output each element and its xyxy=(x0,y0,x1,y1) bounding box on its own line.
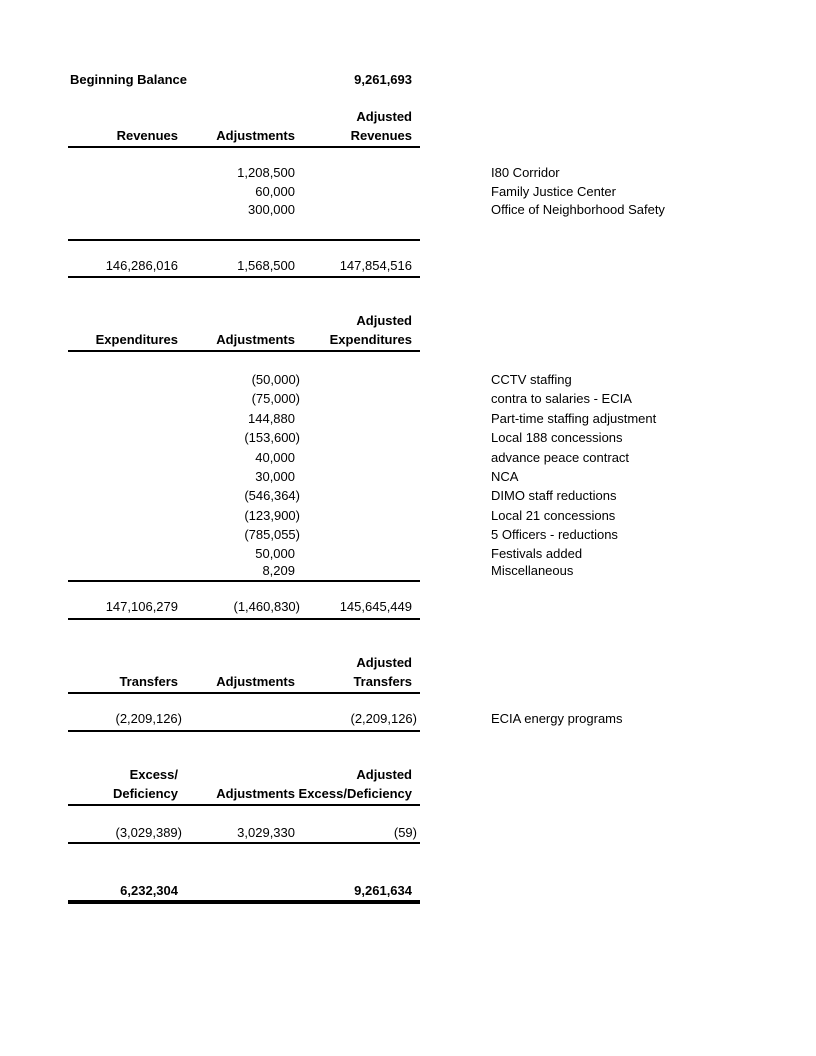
expenditure-adjustment: (785,055) xyxy=(244,527,300,542)
revenue-adjustment: 300,000 xyxy=(248,202,295,217)
excess-adjustment: 3,029,330 xyxy=(237,825,295,840)
excess-base: (3,029,389) xyxy=(115,825,182,840)
excess-header-adjusted: Adjusted xyxy=(356,767,412,782)
revenue-note: Office of Neighborhood Safety xyxy=(491,202,665,217)
beginning-balance-label: Beginning Balance xyxy=(70,72,188,87)
expenditures-header-adjustments: Adjustments xyxy=(216,332,295,347)
expenditures-header-adjusted-expenditures: Expenditures xyxy=(329,332,412,347)
expenditures-header: Expenditures xyxy=(95,332,178,347)
expenditure-adjustment: (153,600) xyxy=(244,430,300,445)
revenue-note: I80 Corridor xyxy=(491,165,560,180)
divider xyxy=(68,804,420,806)
double-underline xyxy=(68,900,420,904)
revenue-adjustment: 60,000 xyxy=(255,184,295,199)
expenditure-note: Festivals added xyxy=(491,546,583,561)
revenues-total-base: 146,286,016 xyxy=(105,258,178,273)
transfers-header-adjustments: Adjustments xyxy=(216,674,295,689)
expenditure-note: CCTV staffing xyxy=(491,372,572,387)
expenditure-adjustment: (546,364) xyxy=(244,488,300,503)
ending-base: 6,232,304 xyxy=(120,883,178,898)
transfers-header: Transfers xyxy=(119,674,178,689)
revenues-total-adjustment: 1,568,500 xyxy=(237,258,295,273)
expenditure-note: Local 188 concessions xyxy=(491,430,623,445)
divider xyxy=(68,730,420,732)
expenditure-adjustment: 30,000 xyxy=(255,469,295,484)
excess-header-adjusted-excess: Excess/Deficiency xyxy=(298,786,412,801)
revenues-header-adjusted-revenues: Revenues xyxy=(350,128,412,143)
expenditure-adjustment: (75,000) xyxy=(251,391,300,406)
revenue-note: Family Justice Center xyxy=(491,184,616,199)
expenditure-adjustment: 50,000 xyxy=(255,546,295,561)
expenditure-note: advance peace contract xyxy=(491,450,630,465)
expenditure-adjustment: (50,000) xyxy=(251,372,300,387)
expenditure-note: NCA xyxy=(491,469,519,484)
excess-header-line2: Deficiency xyxy=(112,786,178,801)
divider xyxy=(68,276,420,278)
divider xyxy=(68,146,420,148)
transfers-adjusted: (2,209,126) xyxy=(350,711,417,726)
beginning-balance-value: 9,261,693 xyxy=(354,72,412,87)
excess-header-line1: Excess/ xyxy=(129,767,178,782)
divider xyxy=(68,618,420,620)
expenditures-total-adjusted: 145,645,449 xyxy=(339,599,412,614)
transfers-base: (2,209,126) xyxy=(115,711,182,726)
expenditure-note: Miscellaneous xyxy=(491,563,574,578)
expenditure-adjustment: 8,209 xyxy=(262,563,295,578)
transfers-header-adjusted-transfers: Transfers xyxy=(353,674,412,689)
expenditures-total-base: 147,106,279 xyxy=(105,599,178,614)
divider xyxy=(68,580,420,582)
divider xyxy=(68,692,420,694)
expenditure-adjustment: 40,000 xyxy=(255,450,295,465)
divider xyxy=(68,239,420,241)
revenues-header: Revenues xyxy=(116,128,178,143)
expenditure-note: DIMO staff reductions xyxy=(491,488,617,503)
expenditure-note: Local 21 concessions xyxy=(491,508,616,523)
excess-header-adjustments: Adjustments xyxy=(216,786,295,801)
divider xyxy=(68,350,420,352)
expenditure-note: Part-time staffing adjustment xyxy=(491,411,657,426)
revenues-header-adjusted: Adjusted xyxy=(356,109,412,124)
transfers-header-adjusted: Adjusted xyxy=(356,655,412,670)
revenue-adjustment: 1,208,500 xyxy=(237,165,295,180)
revenues-total-adjusted: 147,854,516 xyxy=(339,258,412,273)
expenditure-adjustment: 144,880 xyxy=(248,411,295,426)
revenues-header-adjustments: Adjustments xyxy=(216,128,295,143)
divider xyxy=(68,842,420,844)
excess-adjusted: (59) xyxy=(393,825,417,840)
expenditure-note: contra to salaries - ECIA xyxy=(491,391,632,406)
transfers-note: ECIA energy programs xyxy=(491,711,623,726)
expenditure-adjustment: (123,900) xyxy=(244,508,300,523)
expenditures-total-adjustment: (1,460,830) xyxy=(233,599,300,614)
ending-adjusted: 9,261,634 xyxy=(354,883,412,898)
expenditures-header-adjusted: Adjusted xyxy=(356,313,412,328)
expenditure-note: 5 Officers - reductions xyxy=(491,527,618,542)
